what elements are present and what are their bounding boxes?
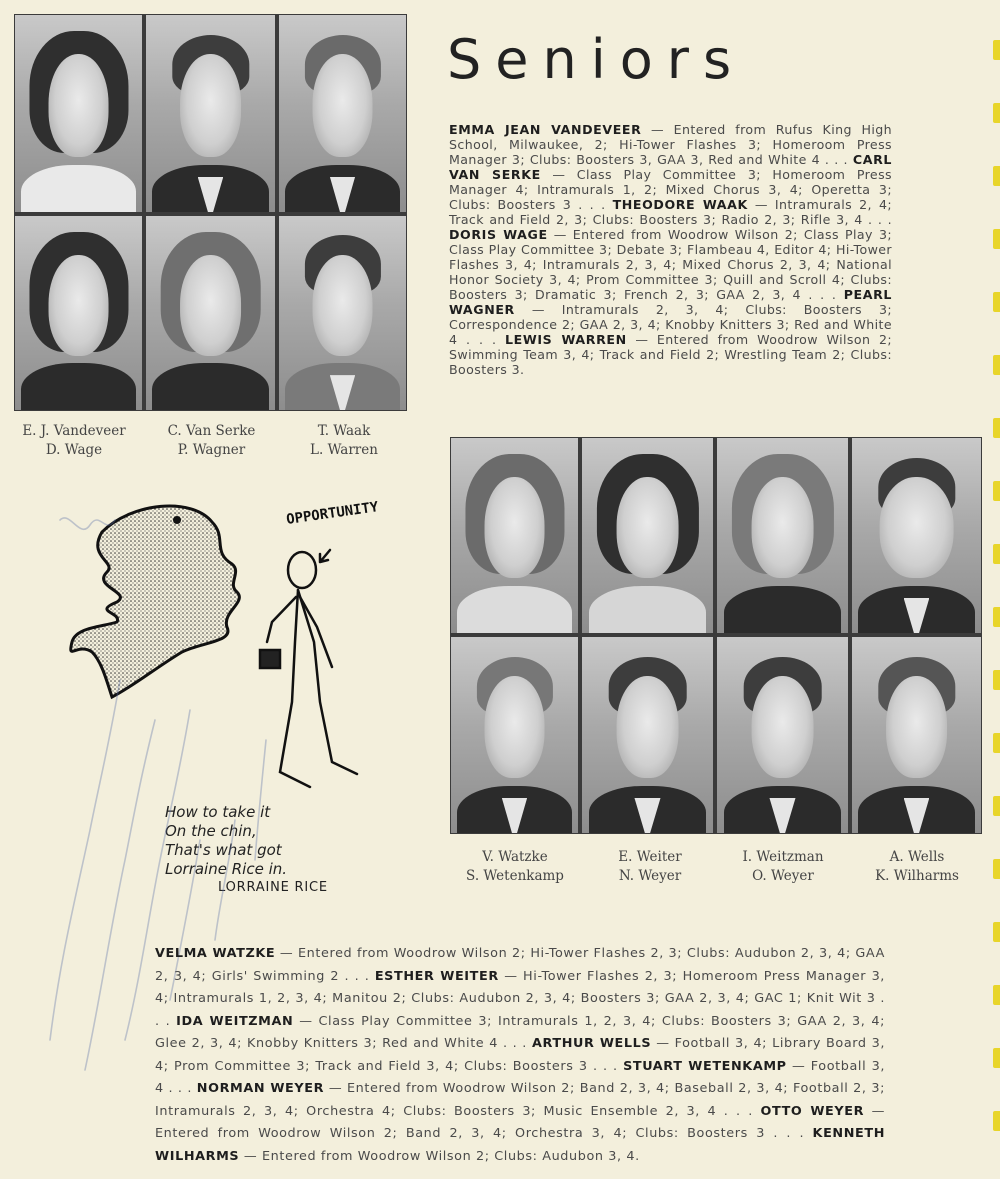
middle-captions — [450, 848, 982, 888]
caption-name: E. J. Vandeveer — [22, 423, 126, 439]
bio-text: — Class Play Committee 3; Intramurals 1, 2, 3, 4; Clubs: Boosters 3; GAA 2, 3, 4; Glee 2, 3, 4; Knobby Knitters 3; Red and White 4 . . . — [155, 1013, 885, 1051]
bio-name: THEODORE WAAK — [612, 197, 748, 212]
bio-name: EMMA JEAN VANDEVEER — [449, 122, 642, 137]
caption-name: P. Wagner — [177, 442, 246, 458]
bio-name: LEWIS WARREN — [505, 332, 627, 347]
caption-name: E. Weiter — [618, 849, 682, 865]
caption-name: N. Weyer — [618, 868, 682, 884]
bio-name: VELMA WATZKE — [155, 946, 276, 961]
opportunity-label: OPPORTUNITY — [285, 499, 380, 528]
bio-text: — Entered from Woodrow Wilson 2; Class Play 3; Class Play Committee 3; Debate 3; Flambeau 4, Editor 4; Hi-Tower Flashes 3, 4; Intramurals 2, 3, 4; Mixed Chorus 2, 3, 4; National Honor Society 3, 4; Prom Committee 3; Quill and Scroll 4; Clubs: Boosters 3; Dramatic 3; French 2, 3; GAA 2, 3, 4 . . . — [449, 227, 892, 302]
caption-name: D. Wage — [45, 442, 103, 458]
bio-text: — Entered from Woodrow Wilson 2; Band 2, 3, 4; Orchestra 3, 4; Clubs: Boosters 3 . . . — [155, 1103, 886, 1141]
bio-text: — Entered from Woodrow Wilson 2; Swimming Team 3, 4; Track and Field 2; Wrestling Team 2; Clubs: Boosters 3. — [449, 332, 893, 377]
bio-name: IDA WEITZMAN — [176, 1013, 294, 1029]
portrait-wagner — [146, 216, 275, 410]
caption-name: O. Weyer — [752, 868, 814, 884]
poem-line: On the chin, — [165, 822, 257, 840]
page-title: Seniors — [447, 28, 746, 91]
bio-name: CARL VAN SERKE — [449, 152, 892, 182]
bio-text: — Entered from Woodrow Wilson 2; Clubs: Audubon 3, 4. — [243, 1148, 640, 1164]
caption-name: L. Warren — [310, 442, 378, 458]
portrait-warren — [279, 216, 406, 410]
portrait-weiter — [582, 438, 713, 633]
bottom-biographies — [155, 943, 885, 1168]
caption-name: C. Van Serke — [167, 423, 256, 439]
portrait-vandeveer — [15, 15, 142, 212]
caption-name: V. Watzke — [482, 849, 548, 865]
bio-name: KENNETH WILHARMS — [155, 1126, 886, 1164]
bio-text: — Class Play Committee 3; Homeroom Press Manager 4; Intramurals 1, 2; Mixed Chorus 3, 4; Operetta 3; Clubs: Boosters 3 . . . — [449, 167, 892, 212]
bio-text: — Entered from Woodrow Wilson 2; Hi-Tower Flashes 2, 3; Clubs: Audubon 2, 3, 4; GAA 2, 3, 4; Girls' Swimming 2 . . . — [155, 946, 885, 984]
top-biographies — [449, 122, 892, 377]
bio-text: — Intramurals 2, 3, 4; Clubs: Boosters 3; Correspondence 2; GAA 2, 3, 4; Knobby Knitters 3; Red and White 4 . . . — [449, 302, 893, 347]
top-captions — [14, 422, 407, 462]
caption-name: T. Waak — [317, 423, 371, 439]
top-portrait-grid — [14, 14, 407, 411]
bio-name: PEARL WAGNER — [449, 287, 893, 317]
bio-text: — Entered from Rufus King High School, Milwaukee, 2; Hi-Tower Flashes 3; Homeroom Press Manager 3; Clubs: Boosters 3, GAA 3, Red and White 4 . . . — [449, 122, 893, 167]
portrait-van-serke — [146, 15, 275, 212]
bio-name: DORIS WAGE — [449, 227, 548, 242]
portrait-wilharms — [852, 637, 981, 833]
bio-text: — Hi-Tower Flashes 2, 3; Homeroom Press Manager 3, 4; Intramurals 1, 2, 3, 4; Manitou 2; Clubs: Audubon 2, 3, 4; Boosters 3; GAA 2, 3, 4; GAC 1; Knit Wit 3 . . . — [155, 968, 885, 1029]
portrait-wells — [852, 438, 981, 633]
portrait-watzke — [451, 438, 578, 633]
portrait-wage — [15, 216, 142, 410]
bio-text: — Football 3, 4 . . . — [155, 1058, 885, 1096]
bio-text: — Intramurals 2, 4; Track and Field 2, 3; Clubs: Boosters 3; Radio 2, 3; Rifle 3, 4 . . . — [449, 197, 893, 227]
portrait-waak — [279, 15, 406, 212]
bio-name: ESTHER WEITER — [374, 968, 499, 984]
bio-name: NORMAN WEYER — [196, 1081, 325, 1096]
bio-text: — Football 3, 4; Library Board 3, 4; Prom Committee 3; Track and Field 3, 4; Clubs: Boosters 3 . . . — [155, 1036, 886, 1074]
poem-attribution: LORRAINE RICE — [218, 880, 328, 895]
caption-name: I. Weitzman — [742, 849, 824, 865]
bio-name: ARTHUR WELLS — [531, 1036, 652, 1051]
caption-name: A. Wells — [889, 849, 945, 865]
caption-name: S. Wetenkamp — [466, 868, 564, 884]
portrait-wetenkamp — [451, 637, 578, 833]
middle-portrait-grid — [450, 437, 982, 834]
portrait-weitzman — [717, 438, 848, 633]
poem-line: That's what got — [165, 841, 282, 859]
portrait-n-weyer — [582, 637, 713, 833]
poem-line: How to take it — [165, 803, 271, 821]
poem-line: Lorraine Rice in. — [165, 860, 288, 878]
portrait-o-weyer — [717, 637, 848, 833]
bio-name: OTTO WEYER — [760, 1103, 865, 1119]
bio-name: STUART WETENKAMP — [623, 1058, 787, 1074]
bio-text: — Entered from Woodrow Wilson 2; Band 2, 3, 4; Baseball 2, 3, 4; Football 2, 3; Intramurals 2, 3, 4; Orchestra 4; Clubs: Boosters 3; Music Ensemble 2, 3, 4 . . . — [155, 1081, 886, 1119]
caption-name: K. Wilharms — [875, 868, 959, 884]
